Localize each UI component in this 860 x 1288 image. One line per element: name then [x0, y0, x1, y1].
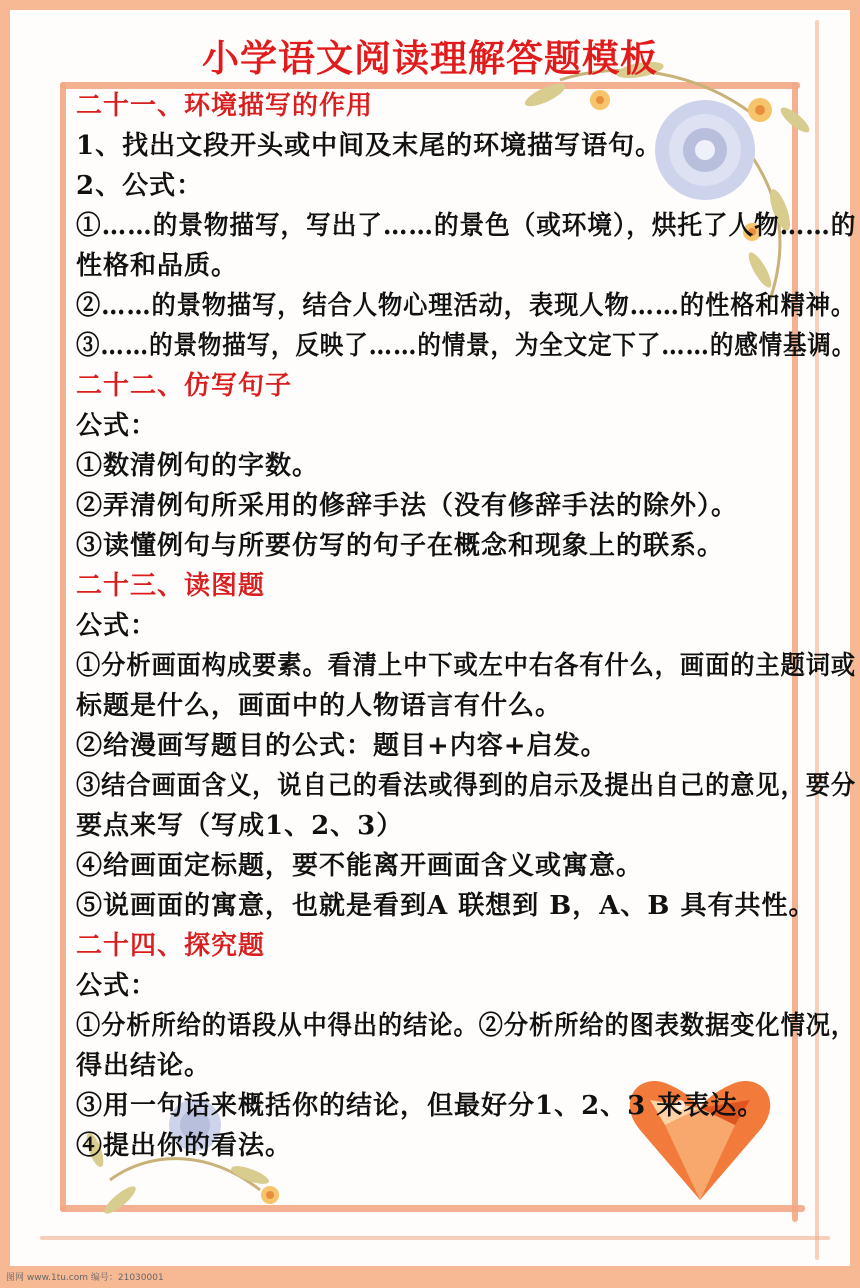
- text-line: 公式：: [76, 971, 158, 1001]
- text-line: 性格和品质。: [76, 251, 239, 281]
- watermark-text: 图网 www.1tu.com 编号：21030001: [6, 1273, 164, 1283]
- text-line: 要点来写（写成1、2、3）: [76, 811, 404, 841]
- text-line: ③结合画面含义，说自己的看法或得到的启示及提出自己的意见，要分: [76, 771, 857, 801]
- text-line: ①……的景物描写，写出了……的景色（或环境），烘托了人物……的: [76, 211, 857, 241]
- page-title: 小学语文阅读理解答题模板: [202, 37, 658, 80]
- text-line: ②给漫画写题目的公式：题目+内容+启发。: [76, 731, 608, 761]
- text-line: ②弄清例句所采用的修辞手法（没有修辞手法的除外）。: [76, 491, 739, 521]
- text-line: 1、找出文段开头或中间及末尾的环境描写语句。: [76, 131, 663, 161]
- text-line: ①数清例句的字数。: [76, 451, 320, 481]
- text-line: 标题是什么，画面中的人物语言有什么。: [76, 691, 563, 721]
- section-heading: 二十一、环境描写的作用: [76, 91, 374, 121]
- content-body: [76, 86, 856, 1166]
- text-line: ③用一句话来概括你的结论，但最好分1、2、3 来表达。: [76, 1091, 765, 1121]
- text-line: 公式：: [76, 611, 158, 641]
- text-line: 得出结论。: [76, 1051, 212, 1081]
- text-line: ③读懂例句与所要仿写的句子在概念和现象上的联系。: [76, 531, 725, 561]
- section-heading: 二十四、探究题: [76, 931, 266, 961]
- text-line: ①分析所给的语段从中得出的结论。②分析所给的图表数据变化情况，: [76, 1011, 857, 1041]
- text-line: ③……的景物描写，反映了……的情景，为全文定下了……的感情基调。: [76, 331, 857, 361]
- text-line: 2、公式：: [76, 171, 204, 201]
- text-line: ⑤说画面的寓意，也就是看到A 联想到 B，A、B 具有共性。: [76, 891, 816, 921]
- text-line: ④提出你的看法。: [76, 1131, 293, 1161]
- section-heading: 二十三、读图题: [76, 571, 266, 601]
- text-line: ①分析画面构成要素。看清上中下或左中右各有什么，画面的主题词或: [76, 651, 857, 681]
- text-line: ④给画面定标题，要不能离开画面含义或寓意。: [76, 851, 644, 881]
- text-line: 公式：: [76, 411, 158, 441]
- text-line: ②……的景物描写，结合人物心理活动，表现人物……的性格和精神。: [76, 291, 857, 321]
- section-heading: 二十二、仿写句子: [76, 371, 293, 401]
